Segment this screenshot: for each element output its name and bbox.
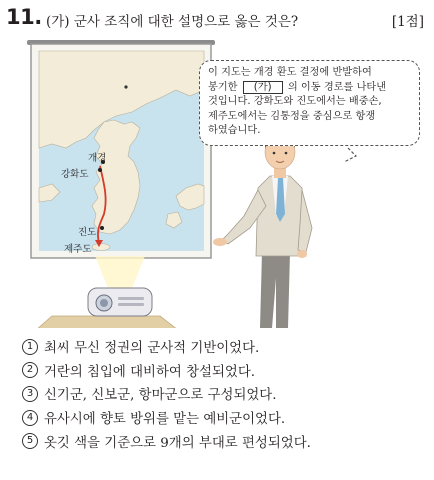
choice-number: 2: [22, 362, 38, 378]
map-label-ganghwado: 강화도: [61, 169, 89, 180]
map-label-gaegyeong: 개경: [88, 153, 107, 164]
choice-text: 유사시에 향토 방위를 맡는 예비군이었다.: [44, 412, 286, 428]
choice-text: 신기군, 신보군, 항마군으로 구성되었다.: [44, 388, 277, 404]
choice-2[interactable]: [22, 359, 311, 383]
table: [36, 316, 178, 328]
map-label-jindo: 진도: [78, 227, 97, 238]
choice-number: 1: [22, 339, 38, 355]
choice-text: 최씨 무신 정권의 군사적 기반이었다.: [44, 341, 260, 357]
projector-lens-inner: [100, 299, 108, 307]
teacher-figure: [213, 135, 312, 328]
map-label-jejudo: 제주도: [64, 244, 92, 255]
choice-number: 5: [22, 433, 38, 449]
dot-jindo: [100, 226, 104, 230]
dot-ganghwado: [98, 168, 102, 172]
choice-text: 거란의 침입에 대비하여 창설되었다.: [44, 364, 256, 380]
bubble-line-1: 이 지도는 개경 환도 결정에 반발하여: [208, 67, 372, 78]
choice-number: 3: [22, 386, 38, 402]
question-points: [1점]: [391, 14, 424, 30]
answer-choices: [22, 335, 311, 453]
blank-box: (가): [243, 81, 283, 94]
bubble-line-4: 제주도에서는 김통정을 중심으로 항쟁: [208, 110, 376, 122]
question-number: 11.: [6, 5, 42, 29]
choice-4[interactable]: [22, 406, 311, 430]
projector-vent: [118, 297, 144, 300]
choice-text: 옷깃 색을 기준으로 9개의 부대로 편성되었다.: [44, 435, 311, 451]
bubble-line-2: [208, 81, 411, 96]
bubble-tail: [344, 148, 356, 162]
bubble-line-3: 것입니다. 강화도와 진도에서는 배중손,: [208, 96, 382, 108]
bubble-line-5: 하였습니다.: [208, 125, 261, 137]
speech-bubble: [199, 60, 420, 146]
choice-3[interactable]: [22, 382, 311, 406]
choice-1[interactable]: [22, 335, 311, 359]
projector-beam: [95, 256, 145, 288]
map-marker-north: [124, 85, 127, 88]
projector-vent-2: [118, 303, 144, 306]
question-text: (가) 군사 조직에 대한 설명으로 옳은 것은?: [46, 14, 299, 30]
map-jeju: [92, 244, 110, 251]
choice-5[interactable]: [22, 429, 311, 453]
bubble-line-2-post: 의 이동 경로를 나타낸: [287, 81, 387, 93]
choice-number: 4: [22, 410, 38, 426]
bubble-line-2-pre: 봉기한: [208, 81, 238, 93]
